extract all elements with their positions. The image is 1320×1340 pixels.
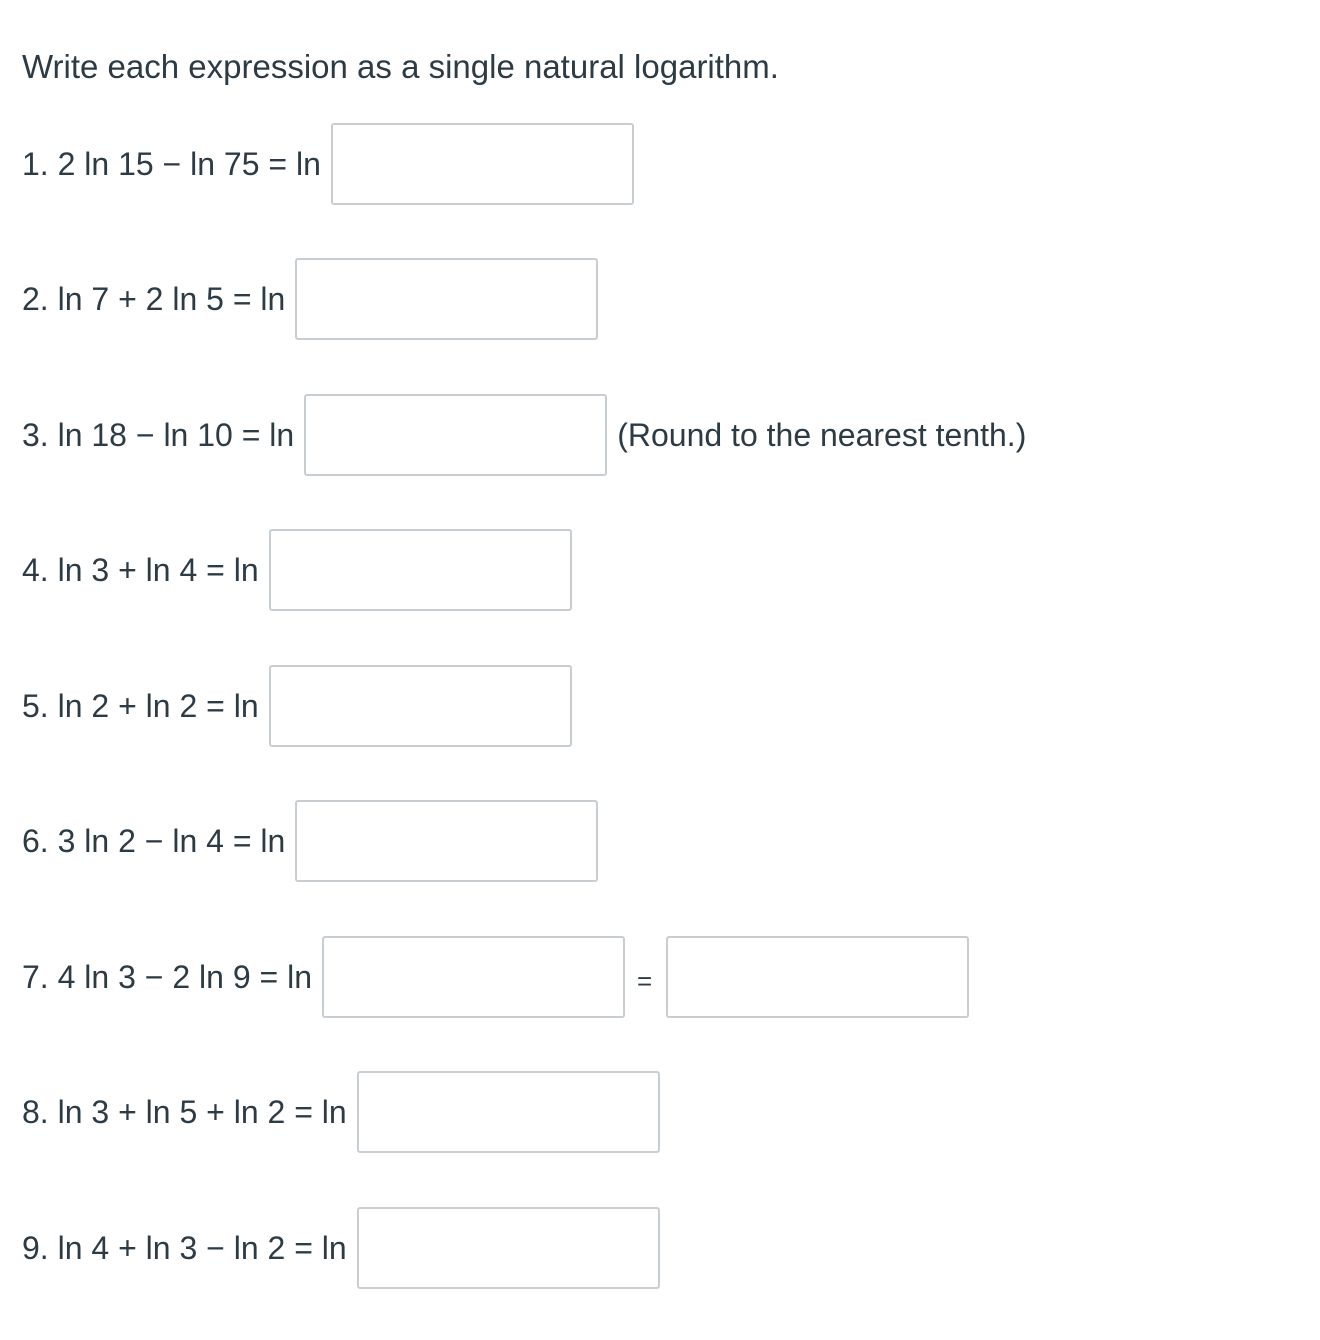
problem-7-expression: 7. 4 ln 3 − 2 ln 9 = ln — [22, 959, 312, 995]
problem-3 — [22, 393, 1026, 477]
problem-2 — [22, 257, 598, 341]
equals-sign: = — [636, 965, 653, 996]
problem-2-expression: 2. ln 7 + 2 ln 5 = ln — [22, 281, 286, 317]
problem-8 — [22, 1070, 660, 1154]
problem-6-expression: 6. 3 ln 2 − ln 4 = ln — [22, 823, 286, 859]
problem-7-second-answer-input[interactable] — [666, 936, 969, 1018]
problem-1-answer-input[interactable] — [331, 123, 634, 205]
problem-3-answer-input[interactable] — [304, 394, 607, 476]
problem-4-expression: 4. ln 3 + ln 4 = ln — [22, 552, 259, 588]
problem-5-answer-input[interactable] — [269, 665, 572, 747]
problem-1-expression: 1. 2 ln 15 − ln 75 = ln — [22, 146, 321, 182]
problem-6-answer-input[interactable] — [295, 800, 598, 882]
problem-4 — [22, 528, 572, 612]
problem-8-expression: 8. ln 3 + ln 5 + ln 2 = ln — [22, 1094, 347, 1130]
problem-9-answer-input[interactable] — [357, 1207, 660, 1289]
problem-8-answer-input[interactable] — [357, 1071, 660, 1153]
problem-5 — [22, 664, 572, 748]
problem-6 — [22, 799, 598, 883]
rounding-note: (Round to the nearest tenth.) — [617, 417, 1027, 453]
instructions-text: Write each expression as a single natural logarithm. — [22, 48, 779, 85]
problem-4-answer-input[interactable] — [269, 529, 572, 611]
problem-5-expression: 5. ln 2 + ln 2 = ln — [22, 688, 259, 724]
problem-7 — [22, 935, 969, 1019]
problem-9-expression: 9. ln 4 + ln 3 − ln 2 = ln — [22, 1230, 347, 1266]
problem-2-answer-input[interactable] — [295, 258, 598, 340]
problem-1 — [22, 122, 634, 206]
problem-3-expression: 3. ln 18 − ln 10 = ln — [22, 417, 295, 453]
problem-7-answer-input[interactable] — [322, 936, 625, 1018]
problem-9 — [22, 1206, 660, 1290]
